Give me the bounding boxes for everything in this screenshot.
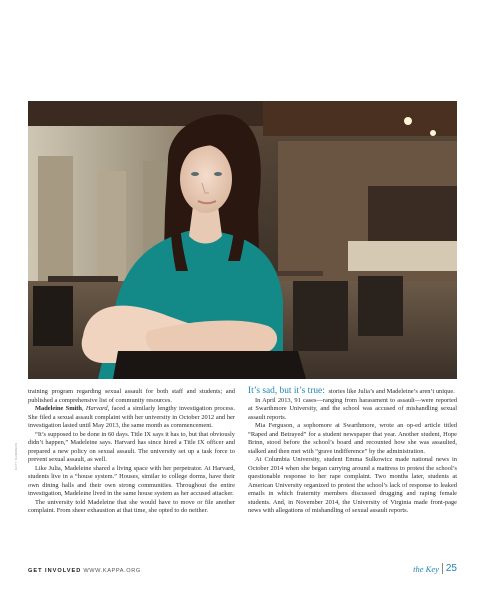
subject-name: Madeleine Smith xyxy=(35,405,82,412)
left-paragraph-3: “It’s supposed to be done in 60 days. Title IX says it has to, but that obviously didn’t happen,” Madeleine says. Harvard has since hired a Title IX officer and prepared a new policy on sexual assault. The university set up a task force to prevent sexual assault, as well. xyxy=(28,430,235,463)
section-headline: It’s sad, but it’s true: xyxy=(248,386,325,396)
page-number: 25 xyxy=(445,563,457,574)
portrait-photo xyxy=(28,101,457,379)
right-paragraph-2: In April 2013, 91 cases—ranging from harassment to assault—were reported at Swarthmore University, and the school was accused of mishandling sexual assault reports. xyxy=(248,396,457,421)
right-paragraph-4: At Columbia University, student Emma Sulkowicz made national news in October 2014 when she began carrying around a mattress to protest the school’s questionable response to her rape complaint. Two months later, students at American University organized to protest the school’s lack of response to leaked emails in which fraternity members discussed drugging and raping female students. And, in November 2014, the University of Virginia made front-page news with allegations of mishandling of sexual assault reports. xyxy=(248,456,457,514)
left-paragraph-1: training program regarding sexual assault for both staff and students; and published a comprehensive list of community resources. xyxy=(28,388,235,404)
subject-school: Harvard xyxy=(85,405,108,412)
get-involved-label: GET INVOLVED xyxy=(28,568,82,574)
left-paragraph-4: Like Julia, Madeleine shared a living space with her perpetrator. At Harvard, students live in a “house system.” Houses, similar to college dorms, have their own dining halls and their own strong communities. Throughout the entire investigation, Madeleine lived in the same house system as her accused attacker. xyxy=(28,464,235,497)
right-column xyxy=(248,387,457,516)
footer-divider xyxy=(442,563,443,574)
left-paragraph-2: Madeleine Smith, Harvard, faced a similarly lengthy investigation process. She filed a sexual assault complaint with her university in October 2012 and her investigation lasted until May 2013, the same month as commencement. xyxy=(28,405,235,429)
photo-illustration xyxy=(28,101,457,379)
footer-page-info xyxy=(413,563,457,574)
right-paragraph-3: Mia Ferguson, a sophomore at Swarthmore, wrote an op-ed article titled “Raped and Betrayed” for a student newspaper that year. Another student, Hope Brinn, stood before the school’s board and recounted how she was assaulted, stalked and then met with “grave indifference” by the administration. xyxy=(248,422,457,455)
magazine-logo: the Key xyxy=(413,563,439,574)
right-paragraph-1 xyxy=(248,387,457,397)
photo-credit: KATY SUMMERS xyxy=(14,442,18,470)
footer-url-link[interactable]: WWW.KAPPA.ORG xyxy=(83,568,141,574)
right-paragraph-1-text: stories like Julia’s and Madeleine’s aren’t unique. xyxy=(328,388,455,395)
footer-get-involved xyxy=(28,568,141,574)
left-column xyxy=(28,388,235,516)
left-paragraph-5: The university told Madeleine that she would have to move or file another complaint. From sheer exhaustion at that time, she opted to do neither. xyxy=(28,498,235,514)
left-paragraph-2-text: , faced a similarly lengthy investigation process. She filed a sexual assault complaint with her university in October 2012 and her investigation lasted until May 2013, the same month as commencement. xyxy=(28,405,235,429)
